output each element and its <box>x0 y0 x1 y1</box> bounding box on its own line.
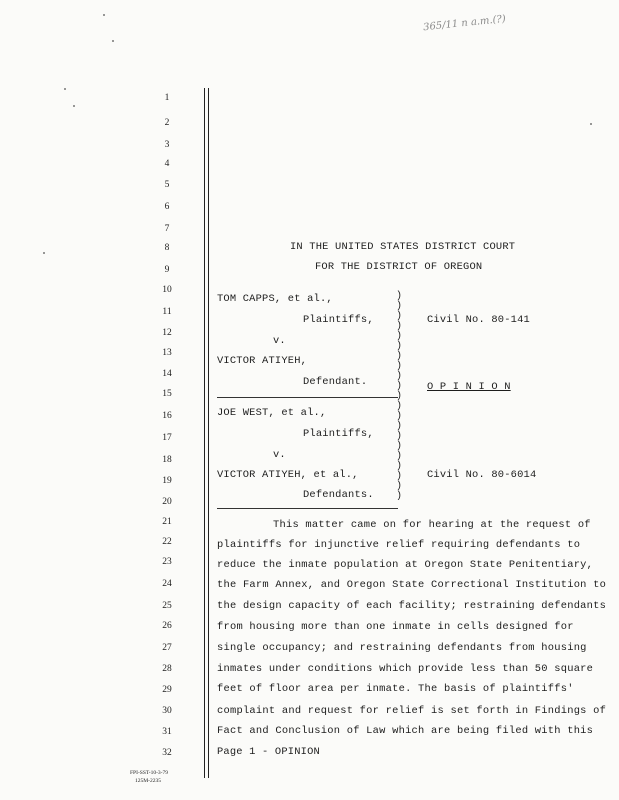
scan-speck <box>64 88 66 90</box>
body-line: feet of floor area per inmate. The basis of plaintiffs' <box>217 683 574 695</box>
line-number: 30 <box>162 706 172 716</box>
line-number: 14 <box>162 369 172 379</box>
line-number: 15 <box>162 389 172 399</box>
opinion-title: O P I N I O N <box>427 381 511 393</box>
body-line: This matter came on for hearing at the request of <box>273 519 591 531</box>
line-number: 20 <box>162 497 172 507</box>
line-number: 25 <box>162 601 172 611</box>
line-number: 28 <box>162 664 172 674</box>
court-heading-line2: FOR THE DISTRICT OF OREGON <box>315 261 483 273</box>
line-number: 10 <box>162 285 172 295</box>
line-number: 13 <box>162 348 172 358</box>
scan-speck <box>43 252 45 254</box>
case2-civil-no: Civil No. 80-6014 <box>427 469 537 481</box>
line-number: 31 <box>162 727 172 737</box>
body-line: plaintiffs for injunctive relief requiring defendants to <box>217 539 581 551</box>
case1-plaintiff-role: Plaintiffs, <box>303 314 374 326</box>
line-number: 19 <box>162 476 172 486</box>
case1-versus: v. <box>273 335 286 347</box>
line-number: 1 <box>164 93 170 103</box>
line-number: 8 <box>164 243 170 253</box>
body-line: from housing more than one inmate in cells designed for <box>217 621 574 633</box>
line-number: 27 <box>162 643 172 653</box>
page-footer: Page 1 - OPINION <box>217 746 320 758</box>
line-number: 32 <box>162 748 172 758</box>
form-code-line2: 125M-2235 <box>135 778 161 784</box>
scan-speck <box>590 123 592 125</box>
case2-plaintiff-role: Plaintiffs, <box>303 428 374 440</box>
court-heading-line1: IN THE UNITED STATES DISTRICT COURT <box>290 241 516 253</box>
line-number: 29 <box>162 685 172 695</box>
body-line: the design capacity of each facility; restraining defendants <box>217 600 607 612</box>
caption-divider <box>217 397 398 398</box>
line-number: 22 <box>162 537 172 547</box>
case1-defendant-role: Defendant. <box>303 376 368 388</box>
body-line: reduce the inmate population at Oregon State Penitentiary, <box>217 559 594 571</box>
line-number: 9 <box>164 265 170 275</box>
body-line: single occupancy; and restraining defendants from housing <box>217 642 587 654</box>
caption-brace-column: ) ) ) ) ) ) ) ) ) ) ) ) ) ) ) ) ) ) ) ) ) <box>396 291 403 502</box>
case2-plaintiff: JOE WEST, et al., <box>217 407 327 419</box>
line-number: 11 <box>162 307 172 317</box>
form-code-line1: FPI-SST-10-3-79 <box>130 770 168 776</box>
body-line: inmates under conditions which provide less than 50 square <box>217 663 594 675</box>
line-number: 7 <box>164 224 170 234</box>
case2-defendant-role: Defendants. <box>303 489 374 501</box>
line-number: 18 <box>162 455 172 465</box>
line-number: 2 <box>164 118 170 128</box>
scan-speck <box>103 14 105 16</box>
scan-speck <box>73 105 75 107</box>
case2-defendant: VICTOR ATIYEH, et al., <box>217 469 359 481</box>
line-number: 16 <box>162 411 172 421</box>
margin-rule-left <box>204 88 205 778</box>
line-number: 6 <box>164 202 170 212</box>
line-number: 5 <box>164 180 170 190</box>
line-number: 4 <box>164 159 170 169</box>
line-number: 21 <box>162 517 172 527</box>
line-number: 23 <box>162 557 172 567</box>
caption-bottom-rule <box>217 508 398 509</box>
scan-speck <box>112 40 114 42</box>
line-number: 17 <box>162 433 172 443</box>
line-number: 26 <box>162 621 172 631</box>
line-number: 3 <box>164 140 170 150</box>
case1-defendant: VICTOR ATIYEH, <box>217 355 308 367</box>
body-line: the Farm Annex, and Oregon State Correctional Institution to <box>217 579 607 591</box>
margin-rule-right <box>208 88 209 778</box>
handwritten-annotation: 365/11 n a.m.(?) <box>422 13 507 34</box>
case2-versus: v. <box>273 449 286 461</box>
body-line: Fact and Conclusion of Law which are being filed with this <box>217 725 594 737</box>
case1-plaintiff: TOM CAPPS, et al., <box>217 293 333 305</box>
line-number: 24 <box>162 579 172 589</box>
case1-civil-no: Civil No. 80-141 <box>427 314 530 326</box>
line-number: 12 <box>162 328 172 338</box>
body-line: complaint and request for relief is set forth in Findings of <box>217 705 607 717</box>
